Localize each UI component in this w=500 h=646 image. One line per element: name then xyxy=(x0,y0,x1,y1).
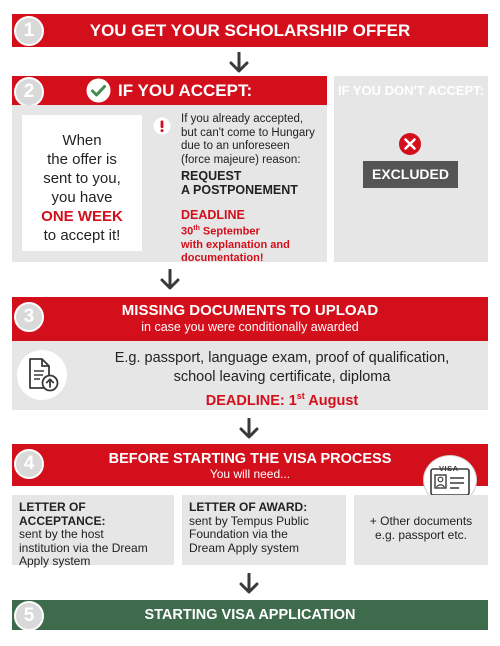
step2-decline-title: IF YOU DON'T ACCEPT: xyxy=(337,83,485,98)
step3-number-badge: 3 xyxy=(14,302,44,332)
check-icon xyxy=(86,78,111,103)
accept-deadline-card xyxy=(22,115,142,251)
col2-line2: Foundation via the xyxy=(189,527,288,541)
accept-card-line3: sent to you, xyxy=(43,170,121,187)
step3-subtitle: in case you were conditionally awarded xyxy=(141,320,359,334)
postpone-text3: due to an unforeseen xyxy=(181,140,290,152)
col1-line3: Apply system xyxy=(19,554,91,568)
col2-title: LETTER OF AWARD: xyxy=(189,500,308,514)
acceptance-letter-card xyxy=(12,495,174,568)
deadline-month: September xyxy=(199,225,260,238)
postpone-text2: but can't come to Hungary xyxy=(181,126,315,139)
step4-banner xyxy=(12,444,488,486)
col2-line1: sent by Tempus Public xyxy=(189,513,309,528)
step5-title: STARTING VISA APPLICATION xyxy=(144,607,356,623)
exclamation-icon xyxy=(153,117,171,135)
col1-line1: sent by the host xyxy=(19,527,104,541)
postpone-action2: A POSTPONEMENT xyxy=(181,183,298,197)
down-arrow-icon xyxy=(239,573,259,595)
award-letter-card xyxy=(182,495,346,565)
step4-title: BEFORE STARTING THE VISA PROCESS xyxy=(108,451,392,467)
postpone-text1: If you already accepted, xyxy=(181,113,304,125)
step3-title: MISSING DOCUMENTS TO UPLOAD xyxy=(121,302,379,319)
step1-number-badge: 1 xyxy=(14,16,44,46)
postpone-info xyxy=(181,113,323,265)
accept-card-line1: When xyxy=(62,132,102,149)
document-upload-icon xyxy=(17,350,67,400)
step3-deadline xyxy=(80,387,484,411)
step2-decline-banner xyxy=(334,76,488,105)
postpone-text4: (force majeure) reason: xyxy=(181,153,301,166)
col1-title: LETTER OF ACCEPTANCE: xyxy=(19,500,106,528)
deadline-day: 30 xyxy=(181,225,194,238)
step2-number-badge: 2 xyxy=(14,77,44,107)
down-arrow-icon xyxy=(229,52,249,74)
postpone-deadline-note1: with explanation and xyxy=(181,238,290,251)
col3-line1: + Other documents xyxy=(369,514,473,528)
excluded-label: EXCLUDED xyxy=(363,161,458,188)
accept-card-line2: the offer is xyxy=(47,151,117,168)
step5-banner xyxy=(12,600,488,630)
step4-number-badge: 4 xyxy=(14,449,44,479)
deadline-day-suffix: th xyxy=(193,225,200,232)
step2-accept-title: IF YOU ACCEPT: xyxy=(118,81,253,100)
step3-deadline-prefix: DEADLINE: 1 xyxy=(205,392,297,409)
postpone-deadline-date xyxy=(181,222,323,239)
other-documents-card xyxy=(354,495,488,565)
postpone-deadline-label: DEADLINE xyxy=(181,208,245,222)
accept-card-highlight: ONE WEEK xyxy=(41,208,123,225)
postpone-action1: REQUEST xyxy=(181,169,242,183)
col1-line2: institution via the Dream xyxy=(19,540,148,555)
step4-subtitle: You will need... xyxy=(209,467,291,481)
visa-label: VISA xyxy=(439,464,459,473)
x-circle-icon xyxy=(398,132,422,156)
col2-line3: Dream Apply system xyxy=(189,540,300,555)
step1-banner xyxy=(12,14,488,47)
step3-desc2: school leaving certificate, diploma xyxy=(173,369,391,385)
postpone-deadline-note2: documentation! xyxy=(181,251,264,264)
step3-banner xyxy=(12,297,488,341)
step1-title: YOU GET YOUR SCHOLARSHIP OFFER xyxy=(89,21,411,40)
step3-deadline-suffix: August xyxy=(304,392,359,409)
down-arrow-icon xyxy=(160,269,180,291)
step3-deadline-sup: st xyxy=(296,391,305,401)
accept-card-line4: you have xyxy=(51,189,113,206)
accept-card-line5: to accept it! xyxy=(43,227,121,244)
step5-number-badge: 5 xyxy=(14,601,44,631)
col3-line2: e.g. passport etc. xyxy=(374,527,468,542)
step3-desc1: E.g. passport, language exam, proof of qualification, xyxy=(114,350,450,366)
step3-description xyxy=(80,349,484,411)
down-arrow-icon xyxy=(239,418,259,440)
